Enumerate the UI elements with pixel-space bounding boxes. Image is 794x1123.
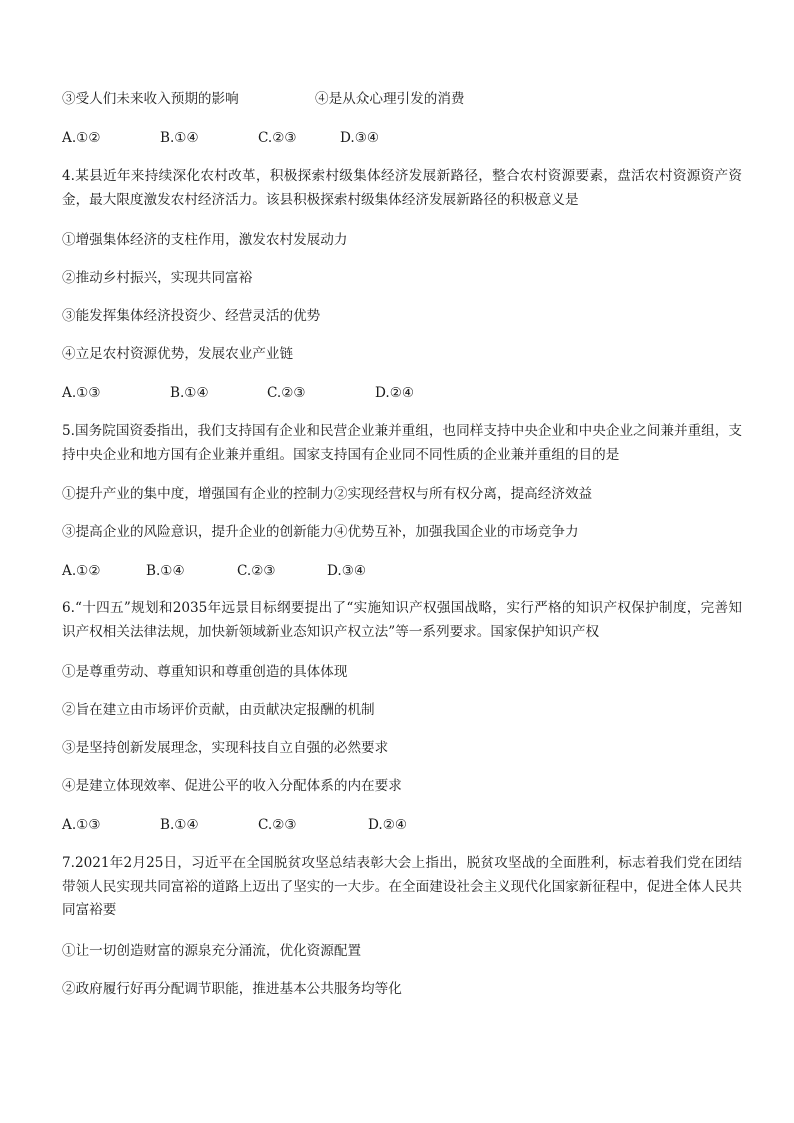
- q5-option-a[interactable]: A.①②: [62, 563, 101, 579]
- q4-item-4: ④立足农村资源优势，发展农业产业链: [62, 346, 294, 362]
- q4-item-3: ③能发挥集体经济投资少、经营灵活的优势: [62, 308, 321, 324]
- q6-item-3: ③是坚持创新发展理念，实现科技自立自强的必然要求: [62, 740, 389, 756]
- q6-option-d[interactable]: D.②④: [368, 817, 408, 833]
- q6-item-4: ④是建立体现效率、促进公平的收入分配体系的内在要求: [62, 778, 402, 794]
- q5-items-line-1: ①提升产业的集中度，增强国有企业的控制力②实现经营权与所有权分离，提高经济效益: [62, 486, 593, 502]
- q4-option-a[interactable]: A.①③: [62, 385, 101, 401]
- q3-item-line: [62, 88, 744, 110]
- q4-item-1: ①增强集体经济的支柱作用，激发农村发展动力: [62, 232, 348, 248]
- q5-option-c[interactable]: C.②③: [237, 563, 276, 579]
- q4-option-b[interactable]: B.①④: [170, 385, 209, 401]
- q6-option-b[interactable]: B.①④: [160, 817, 199, 833]
- q4-option-d[interactable]: D.②④: [375, 385, 415, 401]
- q6-item-2: ②旨在建立由市场评价贡献，由贡献决定报酬的机制: [62, 702, 375, 718]
- q5-stem: 5.国务院国资委指出，我们支持国有企业和民营企业兼并重组，也同样支持中央企业和中央企业之间兼并重组，支持中央企业和地方国有企业兼并重组。国家支持国有企业同不同性质的企业兼并重组的目的是: [62, 423, 742, 463]
- q3-option-d[interactable]: D.③④: [340, 130, 380, 146]
- q4-stem: 4.某县近年来持续深化农村改革，积极探索村级集体经济发展新路径，整合农村资源要素，盘活农村资源资产资金，最大限度激发农村经济活力。该县积极探索村级集体经济发展新路径的积极意义是: [62, 168, 742, 208]
- q6-item-1: ①是尊重劳动、尊重知识和尊重创造的具体体现: [62, 664, 348, 680]
- q5-option-d[interactable]: D.③④: [327, 563, 367, 579]
- q6-option-c[interactable]: C.②③: [258, 817, 297, 833]
- q7-stem: 7.2021年2月25日，习近平在全国脱贫攻坚总结表彰大会上指出，脱贫攻坚战的全面胜利，标志着我们党在团结带领人民实现共同富裕的道路上迈出了坚实的一大步。在全面建设社会主义现代化国家新征程中，促进全体人民共同富裕要: [62, 855, 742, 918]
- q5-option-b[interactable]: B.①④: [146, 563, 185, 579]
- q4-option-c[interactable]: C.②③: [267, 385, 306, 401]
- q3-option-c[interactable]: C.②③: [258, 130, 297, 146]
- q4-item-2: ②推动乡村振兴，实现共同富裕: [62, 270, 253, 286]
- q3-item-3: ③受人们未来收入预期的影响: [62, 91, 239, 107]
- q3-option-a[interactable]: A.①②: [62, 130, 101, 146]
- q6-option-a[interactable]: A.①③: [62, 817, 101, 833]
- q3-option-b[interactable]: B.①④: [160, 130, 199, 146]
- q6-stem: 6.“十四五”规划和2035年远景目标纲要提出了“实施知识产权强国战略，实行严格的知识产权保护制度，完善知识产权相关法律法规，加快新领域新业态知识产权立法”等一系列要求。国家保护知识产权: [62, 600, 742, 640]
- q7-item-2: ②政府履行好再分配调节职能，推进基本公共服务均等化: [62, 981, 402, 997]
- q5-items-line-2: ③提高企业的风险意识，提升企业的创新能力④优势互补，加强我国企业的市场竞争力: [62, 524, 579, 540]
- q7-item-1: ①让一切创造财富的源泉充分涌流，优化资源配置: [62, 943, 362, 959]
- q3-item-4: ④是从众心理引发的消费: [315, 91, 465, 107]
